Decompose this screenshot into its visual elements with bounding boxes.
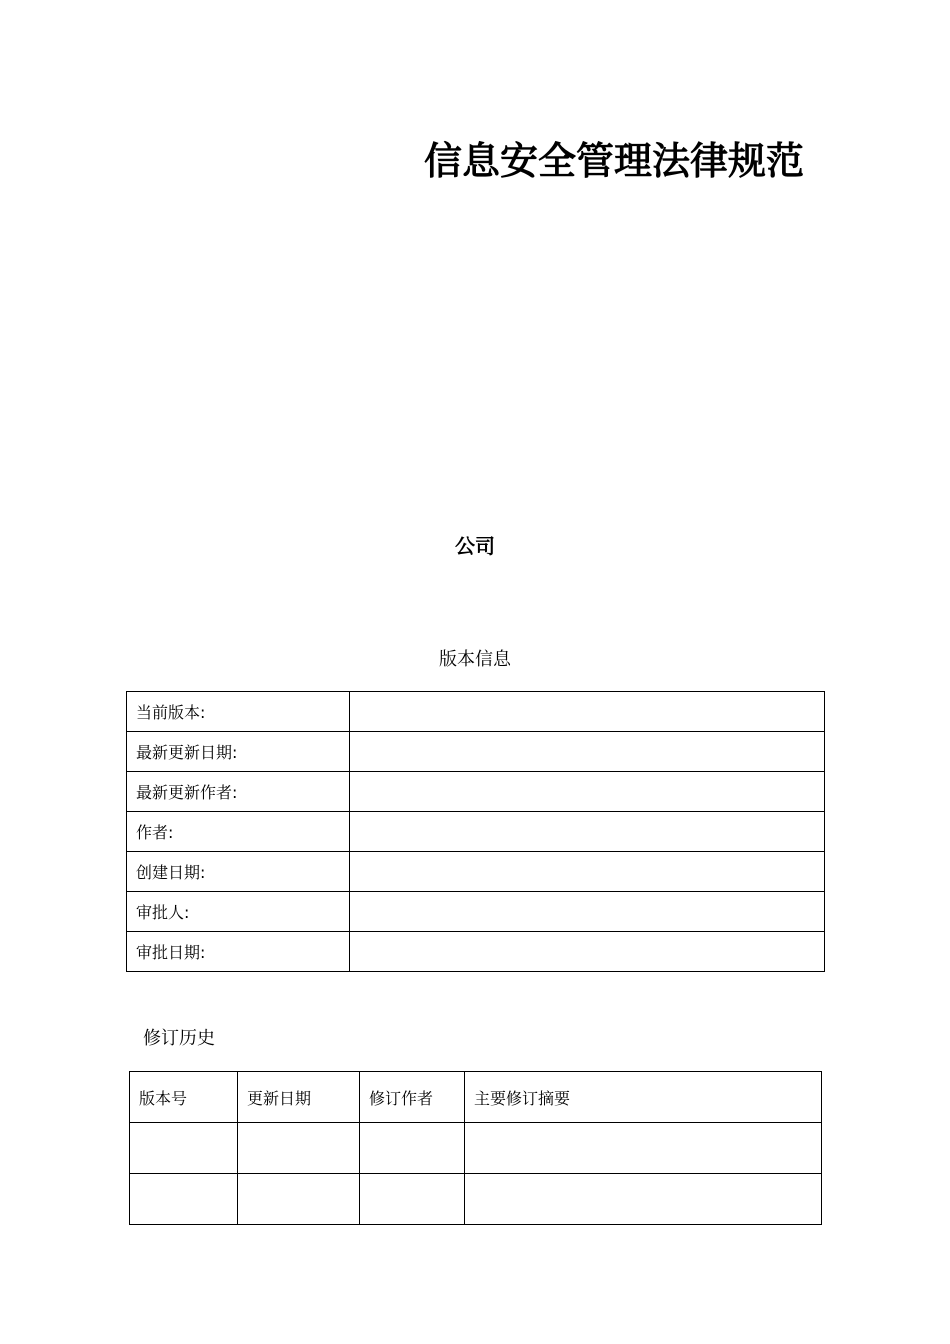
version-row-author	[127, 812, 825, 852]
cell-revision-author	[360, 1123, 465, 1174]
version-value	[350, 892, 825, 932]
version-label: 最新更新日期:	[127, 732, 350, 772]
version-row-created-date	[127, 852, 825, 892]
version-label: 审批日期:	[127, 932, 350, 972]
version-value	[350, 732, 825, 772]
table-row	[130, 1123, 822, 1174]
version-value	[350, 852, 825, 892]
revision-header-row	[130, 1072, 822, 1123]
cell-version-number	[130, 1174, 238, 1225]
header-revision-summary: 主要修订摘要	[465, 1072, 822, 1123]
version-label: 审批人:	[127, 892, 350, 932]
version-label: 最新更新作者:	[127, 772, 350, 812]
version-row-last-updated-author	[127, 772, 825, 812]
cell-update-date	[238, 1174, 360, 1225]
version-value	[350, 932, 825, 972]
version-info-caption: 版本信息	[439, 649, 511, 670]
version-row-approval-date	[127, 932, 825, 972]
version-value	[350, 812, 825, 852]
cell-version-number	[130, 1123, 238, 1174]
cell-revision-summary	[465, 1174, 822, 1225]
version-row-current-version	[127, 692, 825, 732]
revision-history-table	[129, 1071, 822, 1225]
header-revision-author: 修订作者	[360, 1072, 465, 1123]
document-title: 信息安全管理法律规范	[424, 139, 805, 183]
cell-revision-summary	[465, 1123, 822, 1174]
revision-history-caption: 修订历史	[143, 1028, 215, 1049]
version-label: 创建日期:	[127, 852, 350, 892]
version-row-last-updated-date	[127, 732, 825, 772]
cell-revision-author	[360, 1174, 465, 1225]
header-version-number: 版本号	[130, 1072, 238, 1123]
version-value	[350, 772, 825, 812]
version-info-table	[126, 691, 825, 972]
version-label: 当前版本:	[127, 692, 350, 732]
cell-update-date	[238, 1123, 360, 1174]
table-row	[130, 1174, 822, 1225]
header-update-date: 更新日期	[238, 1072, 360, 1123]
version-label: 作者:	[127, 812, 350, 852]
version-row-approver	[127, 892, 825, 932]
version-value	[350, 692, 825, 732]
company-name: 公司	[455, 534, 495, 558]
